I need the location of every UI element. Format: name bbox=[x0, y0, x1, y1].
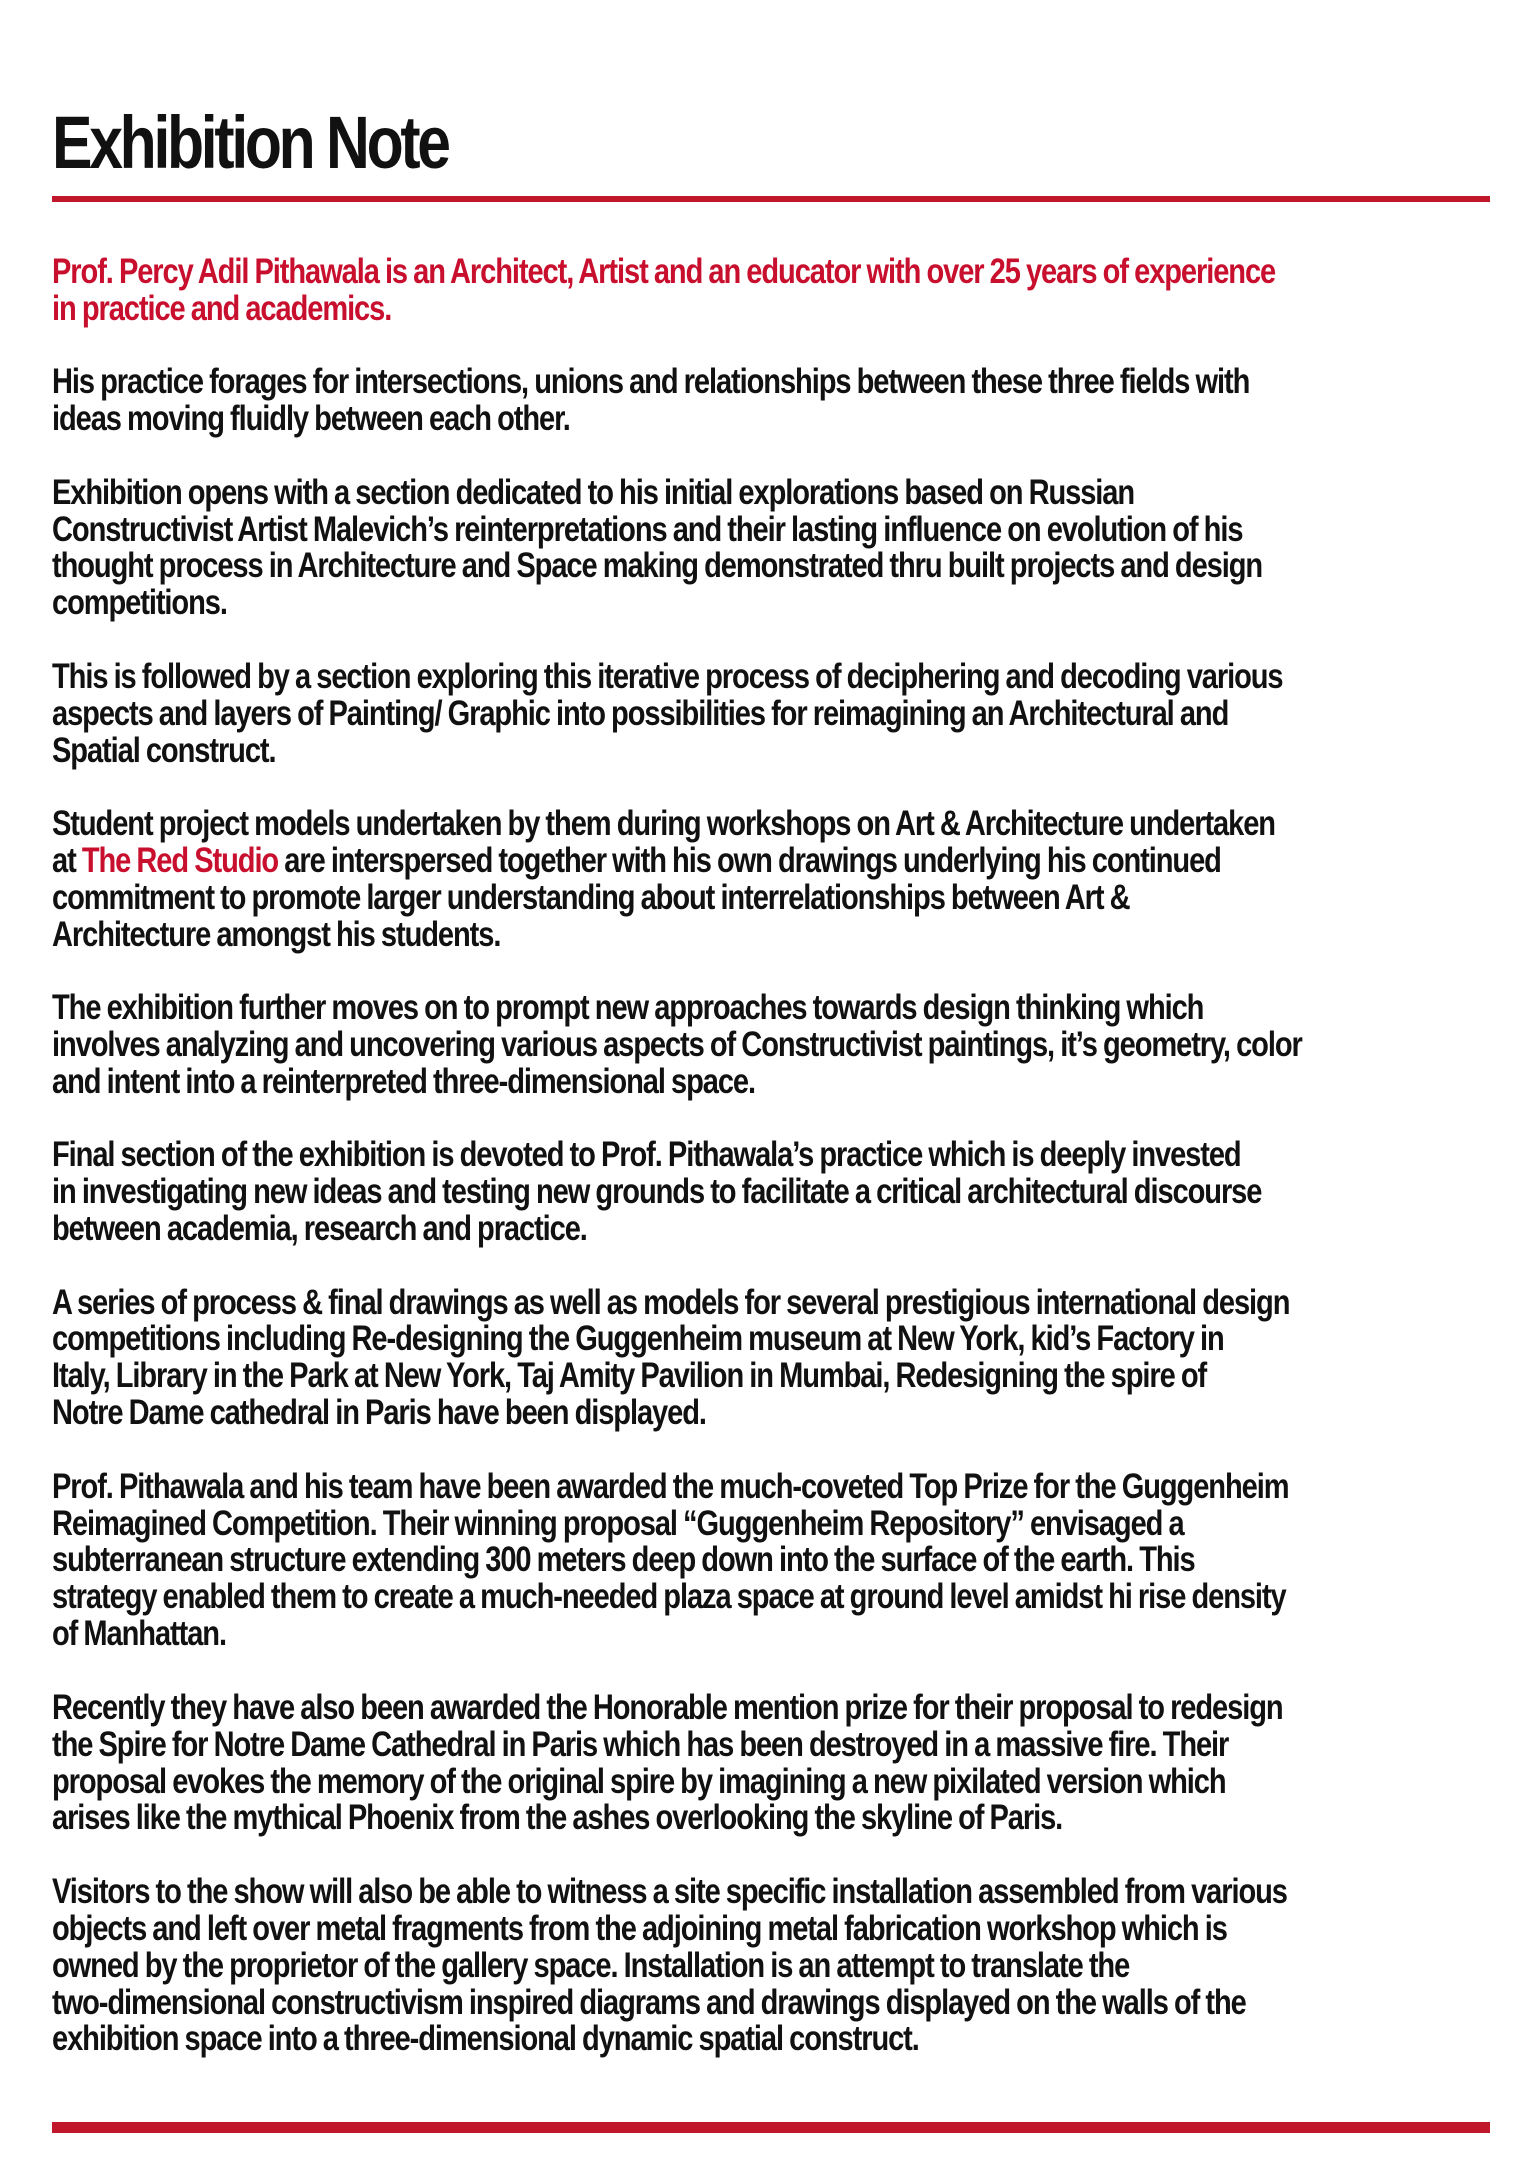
line: aspects and layers of Painting/ Graphic into possibilities for reimagining an Architectural and bbox=[52, 693, 1229, 733]
line: This is followed by a section exploring this iterative process of deciphering and decoding various bbox=[52, 656, 1283, 696]
line-prefix: at bbox=[52, 840, 82, 880]
line: Architecture amongst his students. bbox=[52, 914, 501, 954]
line: and intent into a reinterpreted three-dimensional space. bbox=[52, 1061, 755, 1101]
title-divider bbox=[52, 196, 1490, 202]
line: proposal evokes the memory of the original spire by imagining a new pixilated version which bbox=[52, 1761, 1226, 1801]
line: strategy enabled them to create a much-needed plaza space at ground level amidst hi rise density bbox=[52, 1577, 1286, 1617]
line: in practice and academics. bbox=[52, 288, 392, 328]
line: of Manhattan. bbox=[52, 1614, 226, 1654]
line: involves analyzing and uncovering various aspects of Constructivist paintings, it’s geometry, color bbox=[52, 1025, 1302, 1064]
final-section-paragraph bbox=[52, 1137, 1512, 1248]
line: subterranean structure extending 300 meters deep down into the surface of the earth. This bbox=[52, 1540, 1195, 1580]
line-suffix: are interspersed together with his own drawings underlying his continued bbox=[278, 840, 1221, 880]
notre-dame-paragraph bbox=[52, 1687, 1512, 1838]
line: thought process in Architecture and Space making demonstrated thru built projects and design bbox=[52, 546, 1263, 586]
design-thinking-paragraph bbox=[52, 990, 1512, 1101]
line: Visitors to the show will also be able to witness a site specific installation assembled from various bbox=[52, 1871, 1287, 1911]
line: Final section of the exhibition is devoted to Prof. Pithawala’s practice which is deeply invested bbox=[52, 1135, 1241, 1175]
red-studio-highlight: The Red Studio bbox=[81, 840, 279, 880]
line: Notre Dame cathedral in Paris have been displayed. bbox=[52, 1393, 706, 1433]
line: two-dimensional constructivism inspired diagrams and drawings displayed on the walls of the bbox=[52, 1982, 1246, 2022]
exhibition-opening-paragraph bbox=[52, 472, 1512, 623]
line: A series of process & final drawings as well as models for several prestigious international design bbox=[52, 1282, 1290, 1322]
guggenheim-paragraph bbox=[52, 1466, 1512, 1654]
intro-paragraph bbox=[52, 254, 1512, 328]
line: Spatial construct. bbox=[52, 730, 276, 770]
competitions-paragraph bbox=[52, 1282, 1512, 1433]
line: in investigating new ideas and testing new grounds to facilitate a critical architectural discourse bbox=[52, 1172, 1262, 1212]
line: The exhibition further moves on to prompt new approaches towards design thinking which bbox=[52, 988, 1204, 1028]
line: Recently they have also been awarded the Honorable mention prize for their proposal to redesign bbox=[52, 1687, 1283, 1727]
line: Exhibition opens with a section dedicated to his initial explorations based on Russian bbox=[52, 472, 1135, 512]
note-body bbox=[52, 254, 1512, 2095]
line: Reimagined Competition. Their winning proposal “Guggenheim Repository” envisaged a bbox=[52, 1503, 1184, 1543]
line: owned by the proprietor of the gallery space. Installation is an attempt to translate the bbox=[52, 1945, 1130, 1985]
page-title: Exhibition Note bbox=[52, 101, 448, 184]
line: objects and left over metal fragments from the adjoining metal fabrication workshop which is bbox=[52, 1908, 1227, 1948]
line: Prof. Percy Adil Pithawala is an Architect, Artist and an educator with over 25 years of experience bbox=[52, 252, 1276, 291]
line: competitions. bbox=[52, 583, 227, 623]
line: Prof. Pithawala and his team have been awarded the much-coveted Top Prize for the Guggenheim bbox=[52, 1466, 1289, 1506]
line: His practice forages for intersections, unions and relationships between these three fields with bbox=[52, 362, 1250, 402]
line: exhibition space into a three-dimensional dynamic spatial construct. bbox=[52, 2019, 919, 2059]
line: ideas moving fluidly between each other. bbox=[52, 399, 570, 439]
line: the Spire for Notre Dame Cathedral in Paris which has been destroyed in a massive fire. Their bbox=[52, 1724, 1229, 1764]
line: commitment to promote larger understanding about interrelationships between Art & bbox=[52, 877, 1130, 917]
footer-divider bbox=[52, 2122, 1490, 2133]
installation-paragraph bbox=[52, 1871, 1512, 2059]
line: competitions including Re-designing the Guggenheim museum at New York, kid’s Factory in bbox=[52, 1319, 1224, 1359]
iterative-process-paragraph bbox=[52, 656, 1512, 770]
practice-paragraph bbox=[52, 364, 1512, 438]
line: arises like the mythical Phoenix from the ashes overlooking the skyline of Paris. bbox=[52, 1798, 1063, 1838]
line: Constructivist Artist Malevich’s reinterpretations and their lasting influence on evolution of his bbox=[52, 509, 1243, 549]
line: Student project models undertaken by them during workshops on Art & Architecture undertaken bbox=[52, 803, 1275, 843]
student-projects-paragraph bbox=[52, 803, 1512, 954]
line: Italy, Library in the Park at New York, Taj Amity Pavilion in Mumbai, Redesigning the spire of bbox=[52, 1356, 1207, 1396]
line: between academia, research and practice. bbox=[52, 1209, 587, 1249]
